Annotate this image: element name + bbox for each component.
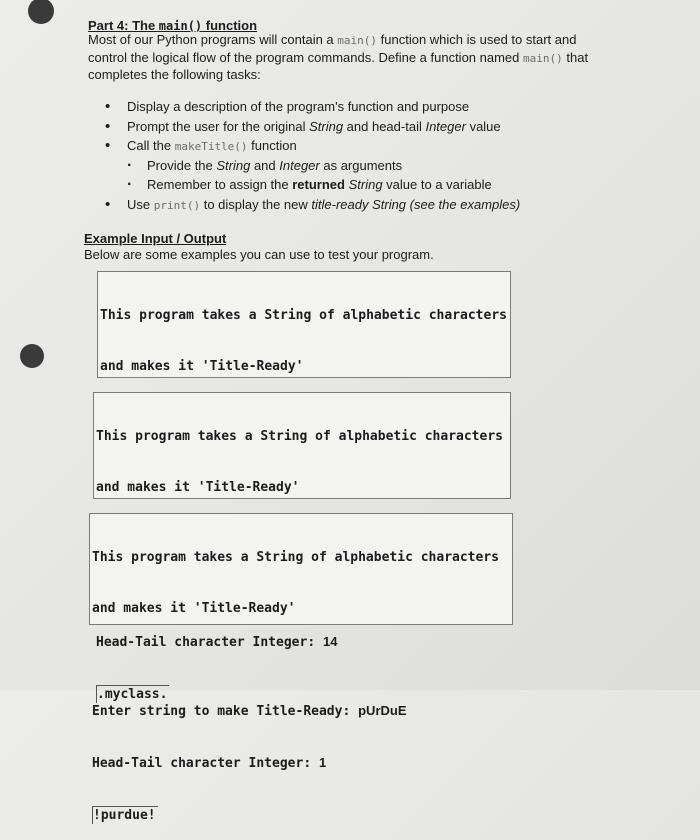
heading-text-end: function — [202, 18, 258, 33]
examples-heading: Example Input / Output — [84, 231, 227, 246]
example-desc-line-2: and makes it 'Title-Ready' — [100, 359, 304, 375]
example-prompt-string: Enter string to make Title-Ready: pUrDuE — [92, 702, 407, 719]
task-item-prompt: • Prompt the user for the original String and head-tail Integer value — [105, 117, 520, 137]
heading-code: main() — [158, 19, 203, 33]
example-output: .myclass. — [97, 686, 168, 702]
example-desc-line-1: This program takes a String of alphabetic characters — [92, 549, 499, 565]
subtask-item-assign: · Remember to assign the returned String value to a variable — [105, 175, 520, 195]
example-box-2 — [93, 392, 511, 702]
binder-hole-top — [28, 0, 54, 24]
intro-line-3: completes the following tasks: — [88, 67, 261, 82]
example-desc-line-1: This program takes a String of alphabetic characters — [100, 307, 507, 323]
binder-hole-middle — [20, 344, 44, 368]
intro-line-1: Most of our Python programs will contain a main() function which is used to start and — [88, 32, 577, 47]
subtask-item-arguments: · Provide the String and Integer as arguments — [105, 156, 520, 176]
heading-text: Part 4: The — [88, 18, 159, 33]
part4-intro — [88, 32, 648, 84]
example-output: !purdue! — [93, 807, 156, 823]
task-list — [105, 97, 520, 214]
intro-line-2: control the logical flow of the program commands. Define a function named main() that — [88, 49, 589, 65]
task-item-call: • Call the makeTitle() function — [105, 136, 520, 156]
example-desc-line-1: This program takes a String of alphabetic characters — [96, 428, 503, 444]
example-box-1 — [97, 271, 511, 378]
examples-intro: Below are some examples you can use to test your program. — [84, 247, 434, 262]
example-desc-line-2: and makes it 'Title-Ready' — [96, 480, 300, 496]
part4-heading — [88, 18, 257, 33]
example-desc-line-2: and makes it 'Title-Ready' — [92, 601, 296, 617]
task-item-description: • Display a description of the program's function and purpose — [105, 97, 520, 117]
example-prompt-integer: Head-Tail character Integer: 1 — [92, 754, 327, 771]
example-prompt-integer: Head-Tail character Integer: 14 — [96, 633, 338, 650]
task-item-print: • Use print() to display the new title-ready String (see the examples) — [105, 195, 520, 215]
